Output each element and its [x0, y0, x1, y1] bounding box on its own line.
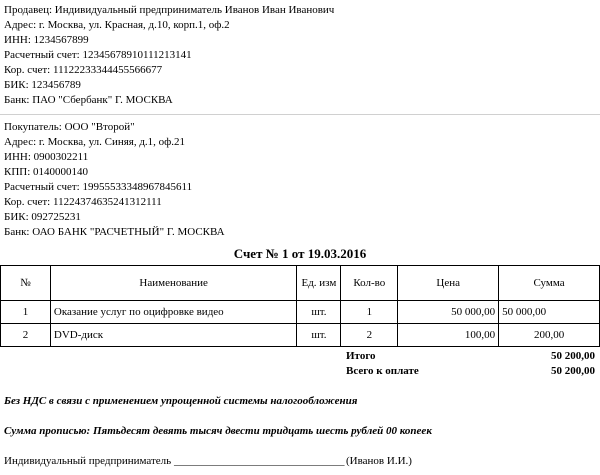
- table-row: [1, 301, 600, 324]
- invoice-title: Счет № 1 от 19.03.2016: [233, 246, 367, 261]
- buyer-account: Расчетный счет: 19955533348967845611: [4, 181, 193, 193]
- buyer-bik: БИК: 092725231: [4, 211, 81, 223]
- header-unit: Ед. изм: [297, 266, 341, 301]
- header-qty: Кол-во: [341, 266, 398, 301]
- header-name: Наименование: [50, 266, 297, 301]
- row-num: 1: [1, 301, 51, 324]
- buyer-corr-account: Кор. счет: 11224374635241312111: [4, 196, 162, 208]
- buyer-address: Адрес: г. Москва, ул. Синяя, д.1, оф.21: [4, 136, 186, 148]
- seller-corr-account: Кор. счет: 11122233344455566677: [4, 64, 163, 76]
- items-table: [0, 265, 600, 347]
- divider: [0, 114, 600, 115]
- header-sum: Сумма: [499, 266, 600, 301]
- due-value: 50 200,00: [551, 365, 595, 377]
- signature-label: Индивидуальный предприниматель _______________________________: [4, 455, 345, 467]
- seller-address: Адрес: г. Москва, ул. Красная, д.10, корп.1, оф.2: [4, 19, 230, 31]
- table-row: [1, 324, 600, 347]
- row-qty: 1: [341, 301, 398, 324]
- buyer-bank: Банк: ОАО БАНК "РАСЧЕТНЫЙ" Г. МОСКВА: [4, 226, 225, 238]
- row-unit: шт.: [297, 324, 341, 347]
- signature-name: (Иванов И.И.): [346, 455, 412, 467]
- row-price: 100,00: [398, 324, 499, 347]
- seller-bank: Банк: ПАО "Сбербанк" Г. МОСКВА: [4, 94, 173, 106]
- table-header-row: [1, 266, 600, 301]
- due-label: Всего к оплате: [346, 365, 419, 377]
- seller-name: Продавец: Индивидуальный предприниматель Иванов Иван Иванович: [4, 4, 335, 16]
- buyer-kpp: КПП: 0140000140: [4, 166, 89, 178]
- row-sum: 50 000,00: [499, 301, 600, 324]
- row-qty: 2: [341, 324, 398, 347]
- row-name: Оказание услуг по оцифровке видео: [50, 301, 297, 324]
- buyer-inn: ИНН: 0900302211: [4, 151, 89, 163]
- buyer-name: Покупатель: ООО "Второй": [4, 121, 135, 133]
- row-sum: 200,00: [499, 324, 600, 347]
- row-price: 50 000,00: [398, 301, 499, 324]
- header-num: №: [1, 266, 51, 301]
- row-unit: шт.: [297, 301, 341, 324]
- amount-in-words: Сумма прописью: Пятьдесят девять тысяч двести тридцать шесть рублей 00 копеек: [4, 425, 432, 437]
- seller-inn: ИНН: 1234567899: [4, 34, 89, 46]
- header-price: Цена: [398, 266, 499, 301]
- total-value: 50 200,00: [551, 350, 595, 362]
- row-name: DVD-диск: [50, 324, 297, 347]
- row-num: 2: [1, 324, 51, 347]
- total-label: Итого: [346, 350, 376, 362]
- seller-bik: БИК: 123456789: [4, 79, 81, 91]
- vat-note: Без НДС в связи с применением упрощенной системы налогообложения: [4, 395, 358, 407]
- seller-account: Расчетный счет: 12345678910111213141: [4, 49, 192, 61]
